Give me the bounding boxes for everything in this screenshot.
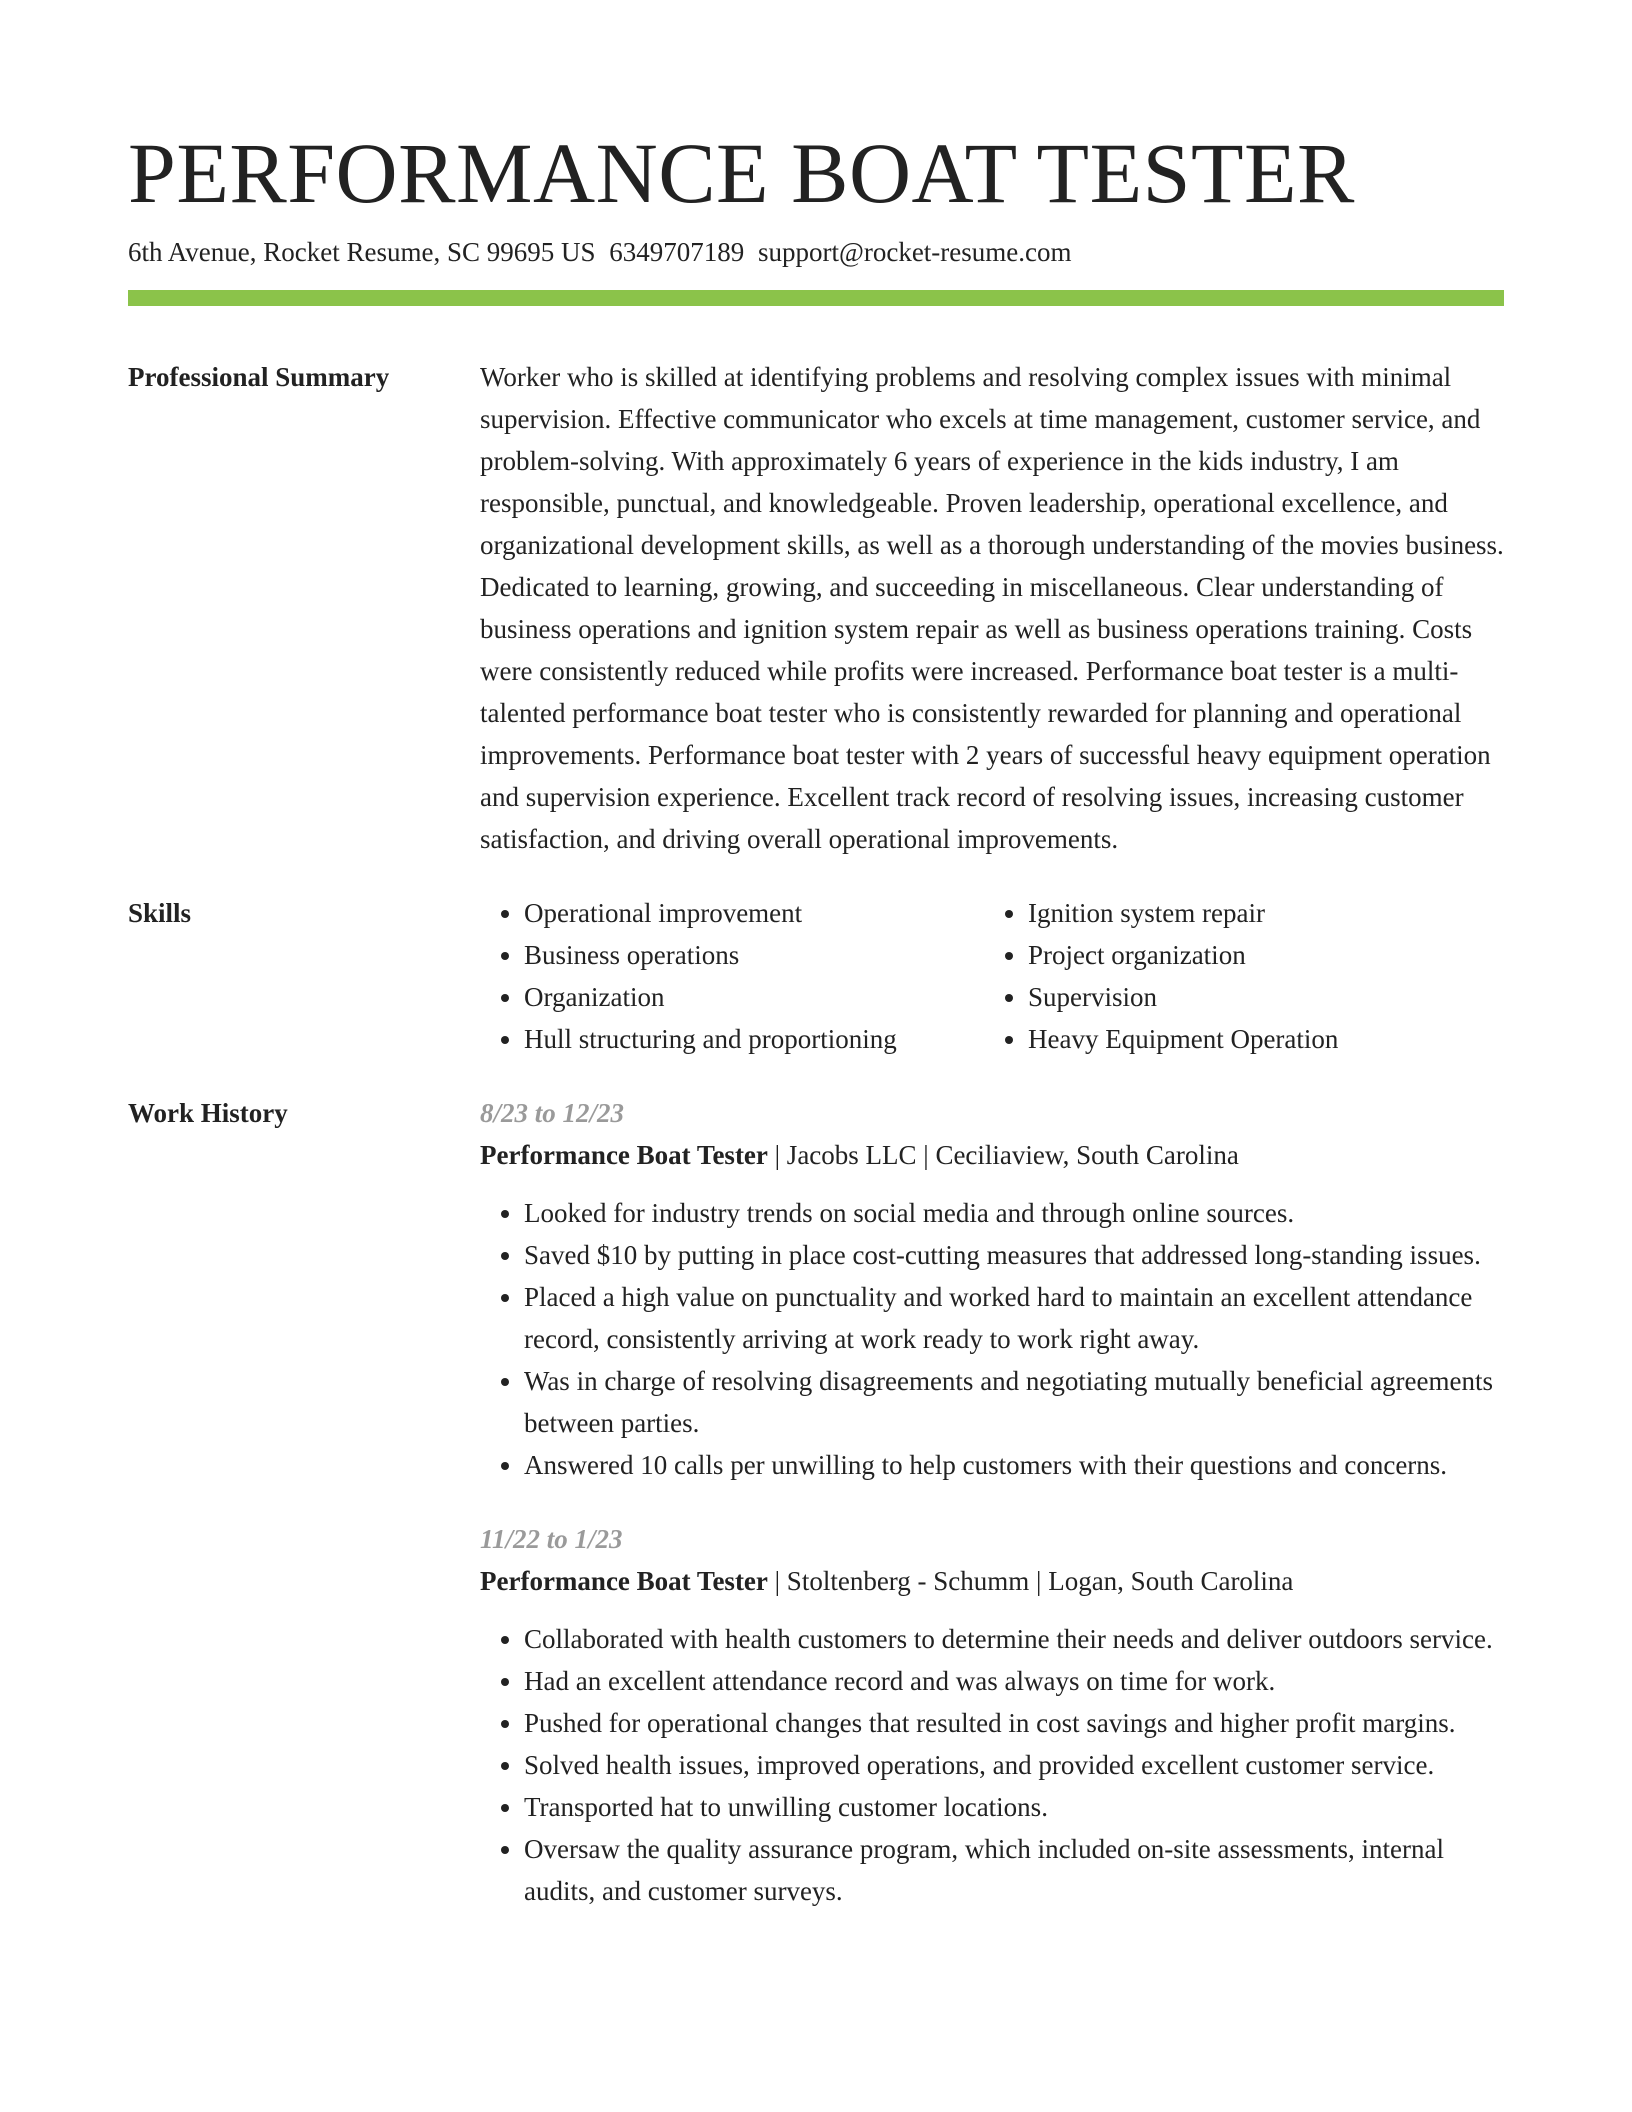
contact-address: 6th Avenue, Rocket Resume, SC 99695 US	[128, 237, 596, 267]
summary-text: Worker who is skilled at identifying problems and resolving complex issues with minimal supervision. Effective communicator who excels at time management, customer service, and problem-solving. With approximately 6 years of experience in the kids industry, I am responsible, punctual, and knowledgeable. Proven leadership, operational excellence, and organizational development skills, as well as a thorough understanding of the movies business. Dedicated to learning, growing, and succeeding in miscellaneous. Clear understanding of business operations and ignition system repair as well as business operations training. Costs were consistently reduced while profits were increased. Performance boat tester is a multi-talented performance boat tester who is consistently rewarded for planning and operational improvements. Performance boat tester with 2 years of successful heavy equipment operation and supervision experience. Excellent track record of resolving issues, increasing customer satisfaction, and driving overall operational improvements.	[480, 362, 1504, 854]
job-employer-location: | Stoltenberg - Schumm | Logan, South Carolina	[767, 1566, 1294, 1596]
skill-item: • Ignition system repair	[1028, 892, 1338, 934]
job-dates: 8/23 to 12/23	[480, 1098, 625, 1128]
skill-item: • Business operations	[524, 934, 984, 976]
job-bullet: • Had an excellent attendance record and was always on time for work.	[524, 1660, 1504, 1702]
job-position: Performance Boat Tester	[480, 1566, 768, 1596]
section-title-work: Work History	[128, 1098, 288, 1128]
job-bullets	[480, 1192, 1504, 1486]
skill-item: • Supervision	[1028, 976, 1338, 1018]
job-entry	[480, 1092, 1504, 1486]
work-history-list	[480, 1092, 1504, 1912]
skill-item: • Operational improvement	[524, 892, 984, 934]
job-bullet: • Oversaw the quality assurance program, which included on-site assessments, internal audits, and customer surveys.	[524, 1828, 1504, 1912]
skill-item: • Hull structuring and proportioning	[524, 1018, 984, 1060]
job-bullet: • Was in charge of resolving disagreements and negotiating mutually beneficial agreements between parties.	[524, 1360, 1504, 1444]
job-entry	[480, 1518, 1504, 1912]
contact-line	[128, 234, 1504, 270]
job-bullet: • Solved health issues, improved operations, and provided excellent customer service.	[524, 1744, 1504, 1786]
skill-item: • Heavy Equipment Operation	[1028, 1018, 1338, 1060]
resume-page	[128, 118, 1504, 1912]
skills-section	[128, 892, 1504, 1060]
skill-item: • Organization	[524, 976, 984, 1018]
job-bullet: • Pushed for operational changes that resulted in cost savings and higher profit margins.	[524, 1702, 1504, 1744]
skills-list	[480, 892, 1504, 1060]
job-bullet: • Looked for industry trends on social media and through online sources.	[524, 1192, 1504, 1234]
job-position: Performance Boat Tester	[480, 1140, 768, 1170]
job-dates: 11/22 to 1/23	[480, 1524, 623, 1554]
section-title-skills: Skills	[128, 898, 192, 928]
contact-phone: 6349707189	[609, 237, 745, 267]
job-bullets	[480, 1618, 1504, 1912]
skills-column-2	[984, 892, 1338, 1060]
job-bullet: • Collaborated with health customers to determine their needs and deliver outdoors service.	[524, 1618, 1504, 1660]
job-heading	[480, 1560, 1504, 1602]
work-history-section	[128, 1092, 1504, 1912]
job-bullet: • Transported hat to unwilling customer locations.	[524, 1786, 1504, 1828]
contact-email: support@rocket-resume.com	[757, 237, 1072, 267]
resume-name: PERFORMANCE BOAT TESTER	[128, 125, 1355, 221]
job-employer-location: | Jacobs LLC | Ceciliaview, South Carolina	[767, 1140, 1239, 1170]
skill-item: • Project organization	[1028, 934, 1338, 976]
professional-summary-section	[128, 356, 1504, 860]
skills-column-1	[480, 892, 984, 1060]
job-bullet: • Answered 10 calls per unwilling to help customers with their questions and concerns.	[524, 1444, 1504, 1486]
job-bullet: • Saved $10 by putting in place cost-cutting measures that addressed long-standing issues.	[524, 1234, 1504, 1276]
job-heading	[480, 1134, 1504, 1176]
job-bullet: • Placed a high value on punctuality and worked hard to maintain an excellent attendance record, consistently arriving at work ready to work right away.	[524, 1276, 1504, 1360]
accent-divider	[128, 290, 1504, 306]
section-title-summary: Professional Summary	[128, 362, 390, 392]
